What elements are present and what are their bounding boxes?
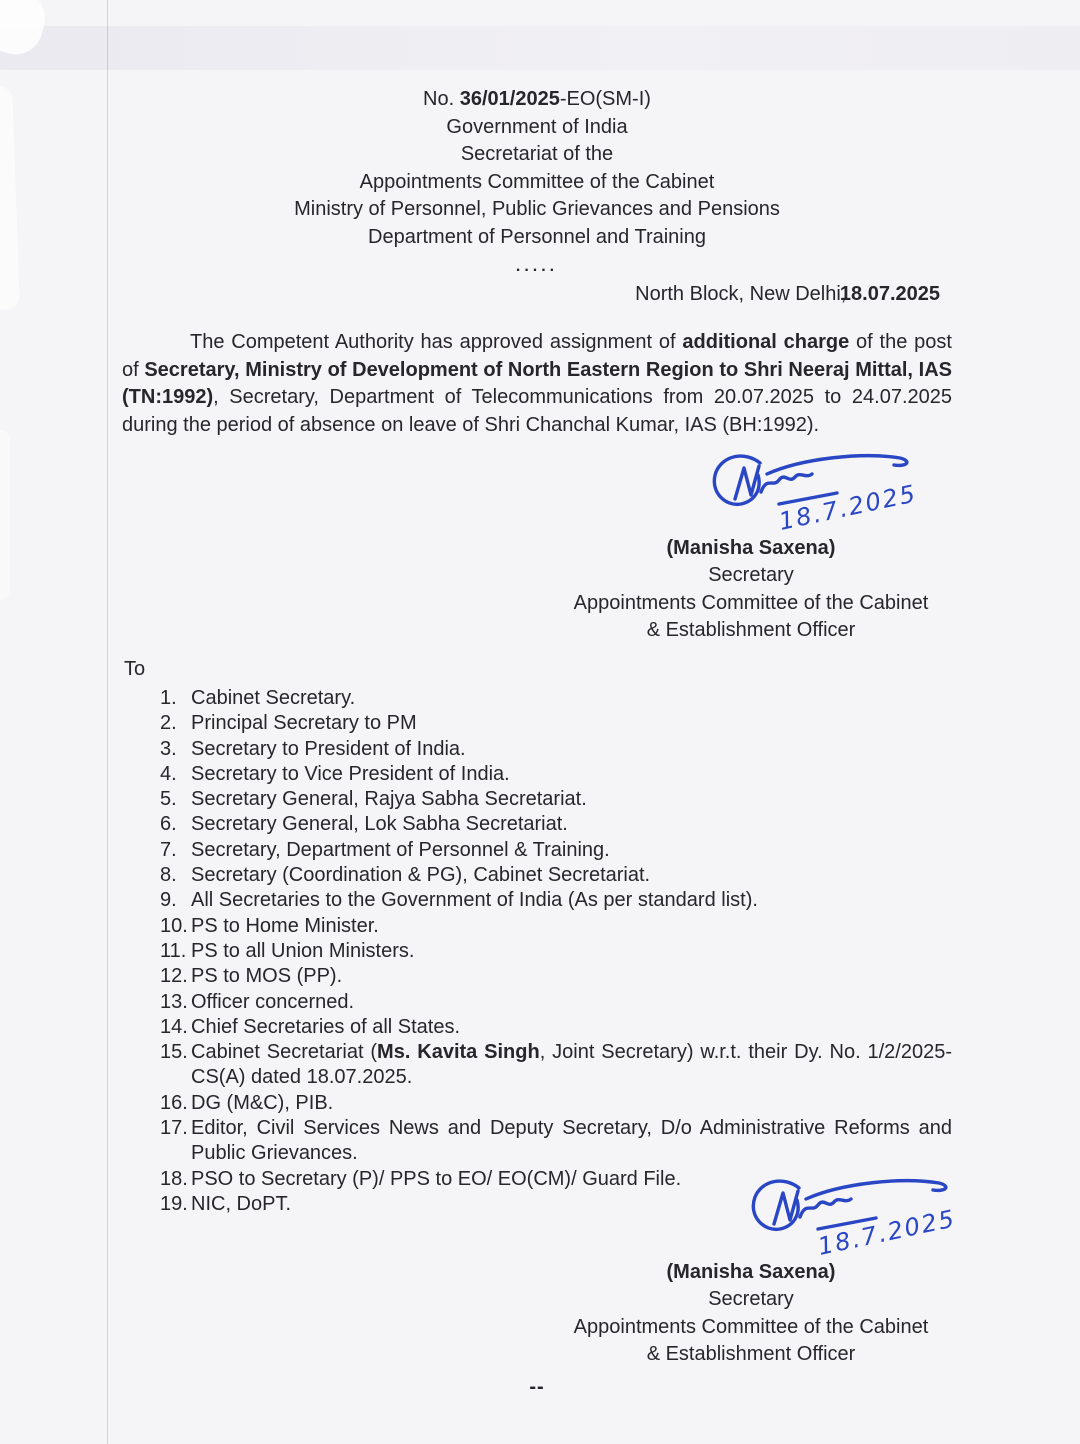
- signature-wave: [761, 474, 812, 492]
- recipient-text: [191, 787, 952, 812]
- recipient-number: 4.: [160, 762, 177, 785]
- recipient-text: [191, 838, 952, 863]
- recipient-row: [160, 711, 952, 736]
- recipient-number: 15.: [160, 1041, 188, 1064]
- text-segment: Secretary General, Rajya Sabha Secretariat.: [191, 788, 587, 811]
- recipient-number: 9.: [160, 889, 177, 912]
- text-segment: PSO to Secretary (P)/ PPS to EO/ EO(CM)/ Guard File.: [191, 1167, 682, 1190]
- recipient-row: [160, 939, 952, 964]
- handwritten-date-2: 18.7.2025: [815, 1204, 959, 1261]
- signature-flourish: [806, 1181, 946, 1199]
- text-line: Department of Personnel and Training: [368, 225, 706, 248]
- text-segment: The Competent Authority has approved assignment of: [190, 331, 683, 353]
- recipient-text: [191, 1015, 952, 1040]
- text-segment: , Secretary, Department of Telecommunications from 20.07.2025 to 24.07.2025 during the period of absence on leave of Shri Chanchal Kumar, IAS (BH:1992).: [122, 386, 952, 436]
- recipient-number: 1.: [160, 687, 177, 709]
- text-line: Appointments Committee of the Cabinet: [573, 1315, 929, 1338]
- signatory-name: (Manisha Saxena): [666, 537, 836, 559]
- recipient-number: 5.: [160, 788, 177, 811]
- signatory-titles: [535, 562, 967, 644]
- text-segment: All Secretaries to the Government of India (As per standard list).: [191, 889, 758, 912]
- text-segment: of the post of: [122, 331, 952, 381]
- recipient-number: 16.: [160, 1091, 188, 1114]
- text-line: Secretary: [708, 1288, 794, 1311]
- end-of-page-mark: --: [529, 1376, 545, 1398]
- recipient-text: [191, 762, 952, 787]
- text-segment: Secretary General, Lok Sabha Secretariat.: [191, 813, 568, 836]
- signature-wave: [800, 1199, 851, 1217]
- text-segment: PS to all Union Ministers.: [191, 939, 415, 962]
- signature-ink-1: [703, 446, 953, 538]
- recipient-row: [160, 1040, 952, 1091]
- signatory-titles: [535, 1286, 967, 1368]
- scan-shade-band: [0, 26, 1080, 70]
- text-line: & Establishment Officer: [646, 618, 856, 641]
- text-line: Ministry of Personnel, Public Grievances and Pensions: [294, 198, 780, 221]
- recipient-number: 7.: [160, 838, 177, 861]
- text-segment: Secretary (Coordination & PG), Cabinet Secretariat.: [191, 864, 651, 887]
- signature-flourish: [767, 456, 907, 474]
- recipient-row: [160, 863, 952, 888]
- recipient-text: [191, 686, 952, 711]
- recipient-text: [191, 990, 952, 1015]
- recipient-row: [160, 888, 952, 913]
- recipient-row: [160, 762, 952, 787]
- handwritten-date-1: 18.7.2025: [776, 479, 920, 536]
- reference-bold: 36/01/2025: [459, 88, 560, 110]
- text-segment: Editor, Civil Services News and Deputy Secretary, D/o Administrative Reforms and Public Grievances.: [191, 1117, 952, 1165]
- separator-dots: .....: [515, 257, 559, 275]
- signature-ink-2: [742, 1171, 992, 1263]
- bold-text-segment: additional charge: [682, 331, 850, 353]
- recipient-number: 13.: [160, 990, 188, 1013]
- place-text: North Block, New Delhi,: [635, 283, 852, 305]
- text-segment: Secretary to Vice President of India.: [191, 762, 510, 785]
- recipient-row: [160, 964, 952, 989]
- text-segment: Chief Secretaries of all States.: [191, 1015, 461, 1038]
- recipient-row: [160, 838, 952, 863]
- recipient-number: 6.: [160, 813, 177, 836]
- recipient-text: [191, 1091, 952, 1116]
- text-line: Appointments Committee of the Cabinet: [359, 170, 715, 193]
- text-segment: Cabinet Secretary.: [191, 687, 356, 709]
- recipient-list: [160, 686, 952, 1217]
- body-paragraph: [122, 329, 952, 439]
- scan-fold-line: [107, 0, 108, 1444]
- recipient-row: [160, 1091, 952, 1116]
- text-segment: PS to MOS (PP).: [191, 965, 343, 988]
- signatory-name: (Manisha Saxena): [666, 1261, 836, 1283]
- recipient-text: [191, 863, 952, 888]
- bold-text-segment: Secretary, Ministry of Development of North Eastern Region to Shri Neeraj Mittal, IAS (TN:1992): [122, 358, 952, 409]
- text-segment: DG (M&C), PIB.: [191, 1091, 334, 1114]
- recipient-row: [160, 737, 952, 762]
- to-label: To: [124, 658, 146, 680]
- recipient-number: 17.: [160, 1117, 188, 1140]
- recipient-text: [191, 939, 952, 964]
- text-line: Secretary: [708, 564, 794, 587]
- signature-block-1: [535, 535, 967, 644]
- text-line: Government of India: [446, 115, 628, 138]
- recipient-text: [191, 812, 952, 837]
- recipient-number: 2.: [160, 712, 177, 735]
- recipient-number: 11.: [160, 939, 187, 962]
- recipient-number: 3.: [160, 737, 177, 760]
- reference-prefix: No.: [423, 88, 460, 110]
- text-segment: PS to Home Minister.: [191, 914, 379, 937]
- recipient-text: [191, 1040, 952, 1091]
- text-segment: Cabinet Secretariat (: [191, 1041, 378, 1064]
- recipient-text: [191, 737, 952, 762]
- text-line: & Establishment Officer: [646, 1342, 856, 1365]
- recipient-number: 12.: [160, 965, 188, 988]
- recipient-number: 10.: [160, 914, 188, 937]
- text-segment: Secretary to President of India.: [191, 737, 466, 760]
- recipient-row: [160, 1015, 952, 1040]
- recipient-text: [191, 711, 952, 736]
- place-date-line: [122, 281, 952, 308]
- recipient-row: [160, 914, 952, 939]
- recipient-row: [160, 686, 952, 711]
- reference-suffix: -EO(SM-I): [559, 88, 651, 110]
- recipient-number: 19.: [160, 1192, 188, 1215]
- letterhead: [122, 86, 952, 280]
- recipient-number: 8.: [160, 864, 177, 887]
- recipient-text: [191, 964, 952, 989]
- issue-date: 18.07.2025: [839, 283, 940, 305]
- recipient-number: 14.: [160, 1015, 188, 1038]
- text-segment: , Joint Secretary) w.r.t. their Dy. No. 1/2/2025-CS(A) dated 18.07.2025.: [191, 1041, 953, 1089]
- scan-edge-highlight: [0, 0, 51, 60]
- recipient-text: [191, 914, 952, 939]
- recipient-row: [160, 990, 952, 1015]
- text-segment: Secretary, Department of Personnel & Training.: [191, 838, 610, 861]
- recipient-row: [160, 812, 952, 837]
- recipient-number: 18.: [160, 1167, 188, 1190]
- text-line: Secretariat of the: [460, 143, 614, 166]
- signature-block-2: [535, 1259, 967, 1368]
- text-segment: Principal Secretary to PM: [191, 712, 417, 735]
- scan-edge-highlight: [0, 86, 20, 311]
- text-segment: NIC, DoPT.: [191, 1192, 292, 1215]
- recipient-text: [191, 1116, 952, 1167]
- scan-edge-highlight: [0, 430, 10, 600]
- text-segment: Officer concerned.: [191, 990, 355, 1013]
- org-lines: [122, 114, 952, 252]
- recipient-text: [191, 888, 952, 913]
- bold-text-segment: Ms. Kavita Singh: [377, 1041, 540, 1064]
- reference-number: [122, 86, 952, 114]
- recipient-row: [160, 1116, 952, 1167]
- text-line: Appointments Committee of the Cabinet: [573, 591, 929, 614]
- recipient-row: [160, 787, 952, 812]
